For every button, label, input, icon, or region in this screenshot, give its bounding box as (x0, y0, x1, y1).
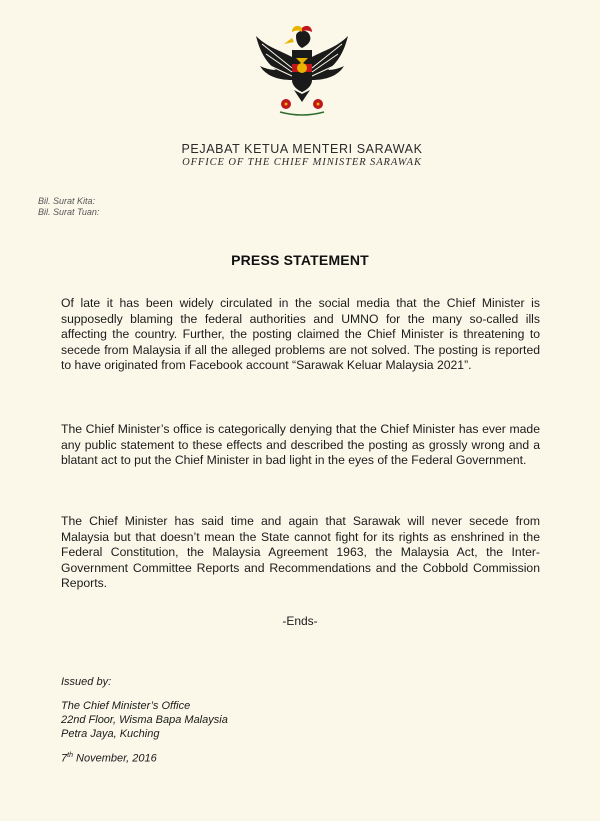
issued-by-label: Issued by: (61, 676, 112, 688)
issue-date-rest: November, 2016 (72, 752, 157, 765)
your-reference-label: Bil. Surat Tuan: (38, 207, 100, 217)
our-reference-label: Bil. Surat Kita: (38, 196, 96, 206)
issue-date (61, 752, 157, 765)
statement-paragraph: The Chief Minister’s office is categorically denying that the Chief Minister has ever made any public statement to these effects and described the posting as grossly wrong and a blatant act to put the Chief Minister in bad light in the eyes of the Federal Government. (61, 422, 540, 467)
issue-date-suffix: th (67, 752, 73, 759)
office-name-english: OFFICE OF THE CHIEF MINISTER SARAWAK (182, 157, 422, 168)
statement-paragraph: The Chief Minister has said time and again that Sarawak will never secede from Malaysia but that doesn’t mean the State cannot fight for its rights as enshrined in the Federal Constitution, the Malaysia Agreement 1963, the Malaysia Act, the Inter-Government Committee Reports and Recommendations and the Cobbold Commission Reports. (61, 514, 540, 590)
issuer-address-line: 22nd Floor, Wisma Bapa Malaysia (61, 714, 228, 726)
issuer-address-line: Petra Jaya, Kuching (61, 728, 160, 740)
issue-date-day: 7 (61, 752, 68, 765)
office-name-malay: PEJABAT KETUA MENTERI SARAWAK (181, 142, 423, 156)
issuer-address-line: The Chief Minister’s Office (61, 700, 191, 712)
ends-marker: -Ends- (282, 614, 318, 628)
statement-paragraph: Of late it has been widely circulated in the social media that the Chief Minister is supposedly blaming the federal authorities and UMNO for the many so-called ills affecting the country. Further, the posting claimed the Chief Minister is threatening to secede from Malaysia if all the alleged problems are not solved. The posting is reported to have originated from Facebook account “Sarawak Keluar Malaysia 2021”. (61, 296, 540, 372)
statement-title: PRESS STATEMENT (231, 252, 369, 268)
sarawak-coat-of-arms-icon (252, 22, 352, 122)
